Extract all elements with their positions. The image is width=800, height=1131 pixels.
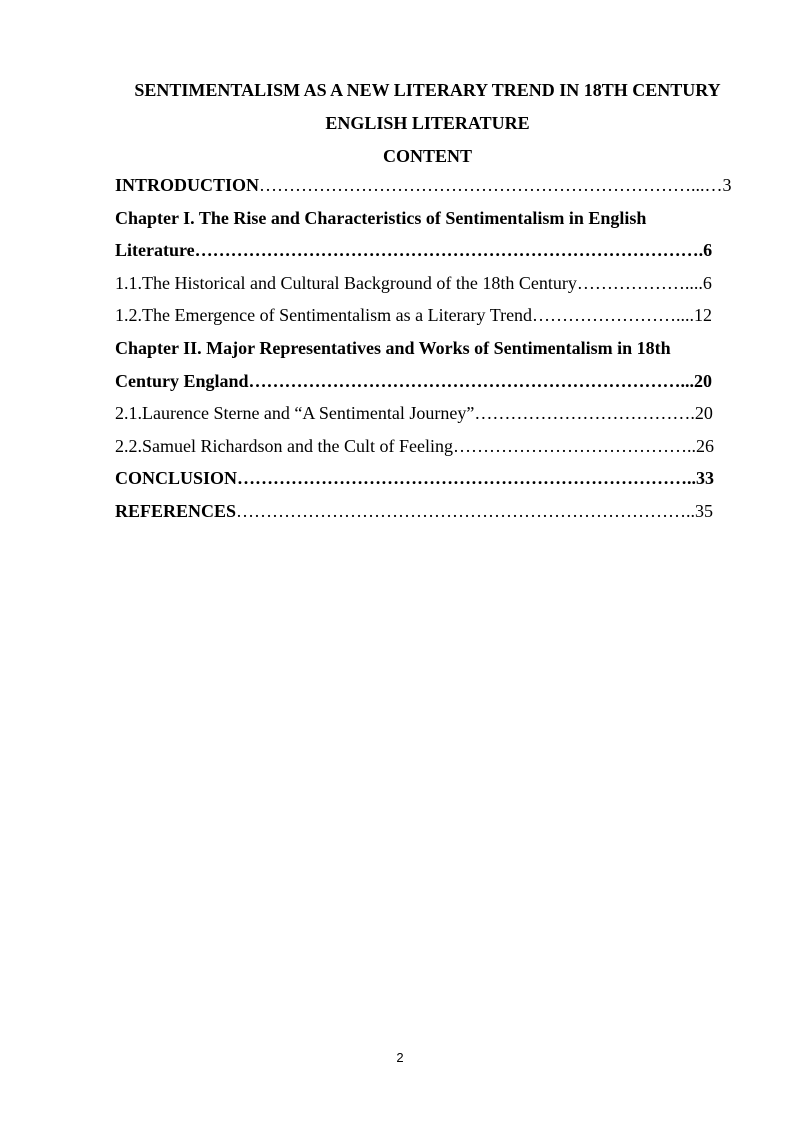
toc-entry-references: [115, 495, 740, 528]
document-title-line-1: SENTIMENTALISM AS A NEW LITERARY TREND IN 18TH CENTURY: [134, 80, 721, 100]
page-number: 2: [396, 1050, 404, 1065]
table-of-contents: [115, 169, 740, 528]
toc-references-leader: …………………………………………………………………..35: [236, 500, 714, 521]
toc-entry-2-1: 2.1.Laurence Sterne and “A Sentimental Journey”……………………………….20: [115, 403, 713, 424]
toc-entry-1-1: 1.1.The Historical and Cultural Background of the 18th Century………………....6: [115, 272, 712, 293]
toc-entry-conclusion: CONCLUSION…………………………………………………………………..33: [115, 468, 715, 489]
toc-entry-1-2: 1.2.The Emergence of Sentimentalism as a Literary Trend……………………....12: [115, 305, 713, 326]
content-heading: CONTENT: [382, 146, 472, 166]
toc-introduction-text: INTRODUCTION: [115, 175, 260, 195]
document-title-line-2: ENGLISH LITERATURE: [325, 113, 530, 133]
toc-entry-chapter-1-line-1: Chapter I. The Rise and Characteristics of Sentimentalism in English: [115, 207, 647, 228]
toc-entry-chapter-1-line-2: Literature………………………………………………………………………….6: [115, 240, 713, 261]
toc-references-text: REFERENCES: [115, 500, 237, 521]
toc-entry-chapter-2-line-1: Chapter II. Major Representatives and Works of Sentimentalism in 18th: [115, 337, 671, 358]
toc-entry-introduction: [115, 169, 740, 202]
toc-entry-chapter-2-line-2: Century England………………………………………………………………...20: [115, 370, 713, 391]
title-block: [100, 74, 755, 173]
toc-introduction-leader: ………………………………………………………………...…3: [259, 175, 732, 195]
toc-entry-2-2: 2.2.Samuel Richardson and the Cult of Feeling…………………………………..26: [115, 435, 714, 456]
